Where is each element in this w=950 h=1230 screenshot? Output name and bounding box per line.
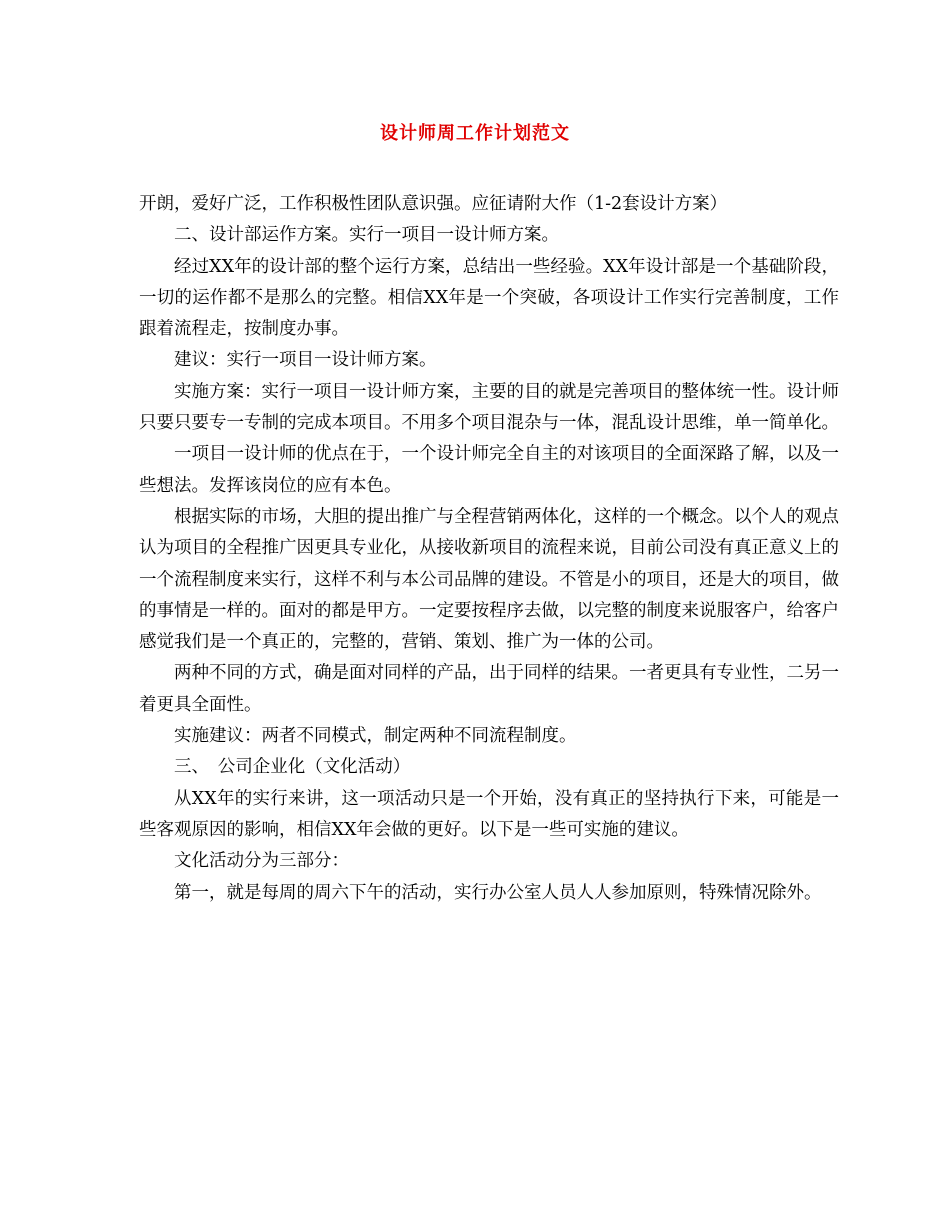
paragraph-9: 实施建议：两者不同模式，制定两种不同流程制度。 bbox=[174, 726, 577, 747]
paragraph-5: 实施方案：实行一项目一设计师方案，主要的目的就是完善项目的整体统一性。设计师只要只要专一专制的完成本项目。不用多个项目混杂与一体，混乱设计思维，单一简单化。 bbox=[139, 381, 839, 434]
paragraph-13: 第一，就是每周的周六下午的活动，实行办公室人员人人参加原则，特殊情况除外。 bbox=[174, 882, 822, 903]
paragraph-12: 文化活动分为三部分： bbox=[174, 851, 349, 872]
paragraph-2: 二、设计部运作方案。实行一项目一设计师方案。 bbox=[174, 225, 559, 246]
paragraph-7: 根据实际的市场，大胆的提出推广与全程营销两体化，这样的一个概念。以个人的观点认为项目的全程推广因更具专业化，从接收新项目的流程来说，目前公司没有真正意义上的一个流程制度来实行，这样不利与本公司品牌的建设。不管是小的项目，还是大的项目，做的事情是一样的。面对的都是甲方。一定要按程序去做，以完整的制度来说服客户，给客户感觉我们是一个真正的，完整的，营销、策划、推广为一体的公司。 bbox=[139, 506, 839, 653]
paragraph-3: 经过XX年的设计部的整个运行方案，总结出一些经验。XX年设计部是一个基础阶段，一切的运作都不是那么的完整。相信XX年是一个突破，各项设计工作实行完善制度，工作跟着流程走，按制度办事。 bbox=[139, 256, 839, 340]
paragraph-6: 一项目一设计师的优点在于，一个设计师完全自主的对该项目的全面深路了解，以及一些想法。发挥该岗位的应有本色。 bbox=[139, 444, 839, 496]
paragraph-11: 从XX年的实行来讲，这一项活动只是一个开始，没有真正的坚持执行下来，可能是一些客观原因的影响，相信XX年会做的更好。以下是一些可实施的建议。 bbox=[139, 788, 839, 840]
paragraph-1: 开朗，爱好广泛，工作积极性团队意识强。应征请附大作（1-2套设计方案） bbox=[139, 194, 728, 214]
paragraph-4: 建议：实行一项目一设计师方案。 bbox=[174, 350, 437, 371]
document-body bbox=[139, 189, 839, 909]
paragraph-10: 三、 公司企业化（文化活动） bbox=[174, 757, 411, 778]
document-title: 设计师周工作计划范文 bbox=[380, 123, 570, 144]
paragraph-8: 两种不同的方式，确是面对同样的产品，出于同样的结果。一者更具有专业性，二另一着更具全面性。 bbox=[139, 663, 839, 715]
